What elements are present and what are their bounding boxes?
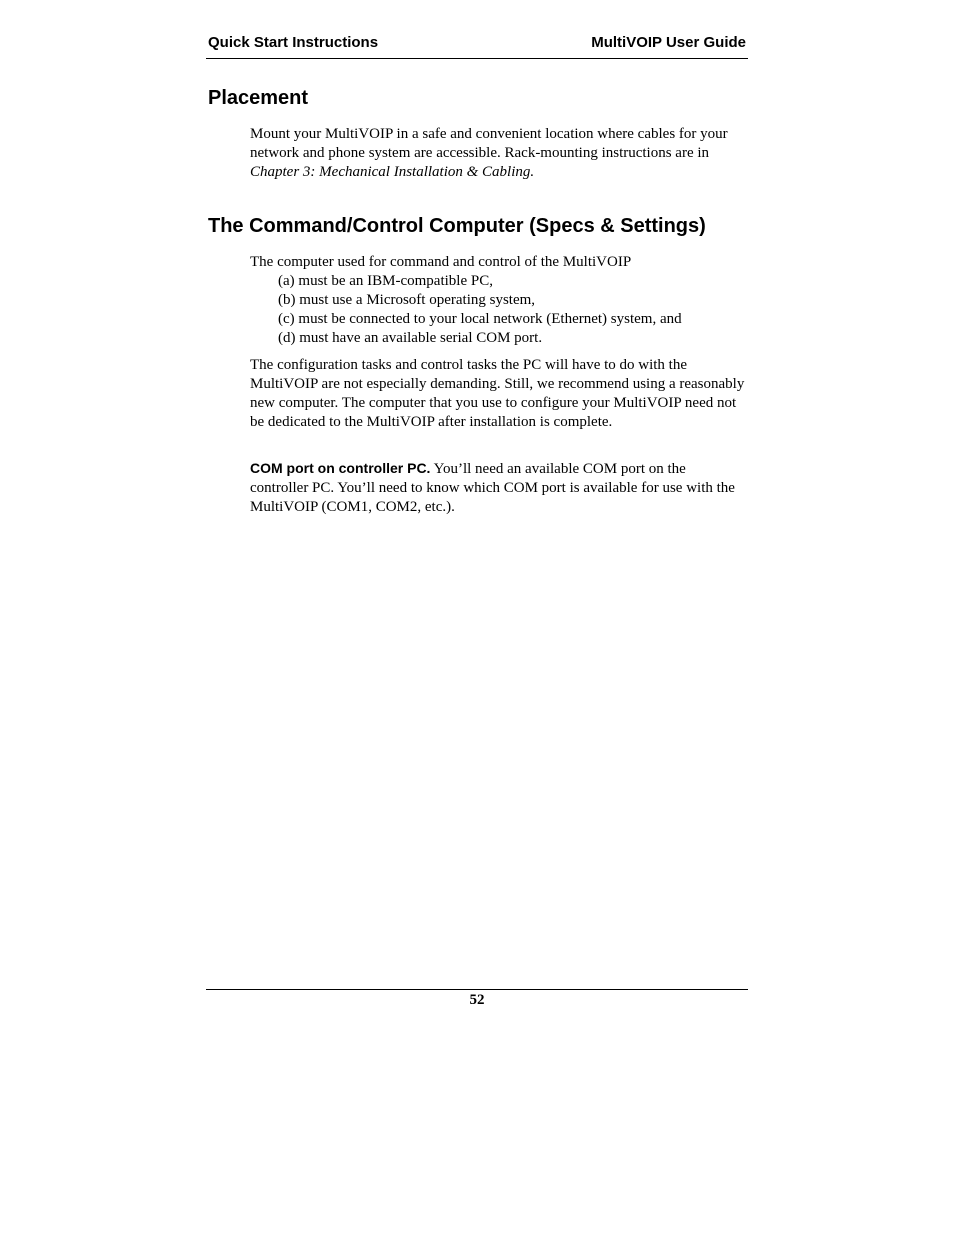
com-port-label: COM port on controller PC.: [250, 460, 431, 476]
com-port-text: You’ll need an available COM port on the controller PC. You’ll need to know which COM port is available for use with the MultiVOIP (COM1, COM2, etc.).: [250, 461, 735, 515]
page-header: [206, 33, 748, 59]
placement-paragraph: [250, 125, 745, 182]
list-item: (c) must be connected to your local network (Ethernet) system, and: [278, 311, 682, 327]
computer-intro: The computer used for command and control of the MultiVOIP: [250, 254, 632, 270]
footer-divider: [206, 989, 748, 990]
requirements-list: [278, 272, 682, 348]
com-port-paragraph: [250, 459, 745, 517]
list-item: (b) must use a Microsoft operating system,: [278, 292, 536, 308]
computer-heading: The Command/Control Computer (Specs & Settings): [208, 215, 706, 237]
placement-heading: Placement: [208, 87, 309, 109]
list-item: (d) must have an available serial COM port.: [278, 330, 543, 346]
list-item: (a) must be an IBM-compatible PC,: [278, 273, 493, 289]
page-number: 52: [469, 992, 485, 1008]
header-section-title: Quick Start Instructions: [208, 34, 379, 51]
config-paragraph: The configuration tasks and control tasks the PC will have to do with the MultiVOIP are not especially demanding. Still, we recommend using a reasonably new computer. The computer that you use to configure your MultiVOIP need not be dedicated to the MultiVOIP after installation is complete.: [250, 357, 745, 430]
header-guide-title: MultiVOIP User Guide: [591, 34, 746, 51]
chapter-reference: Chapter 3: Mechanical Installation & Cabling.: [250, 164, 535, 180]
placement-text: Mount your MultiVOIP in a safe and convenient location where cables for your network and phone system are accessible. Rack-mounting instructions are in: [250, 126, 728, 161]
